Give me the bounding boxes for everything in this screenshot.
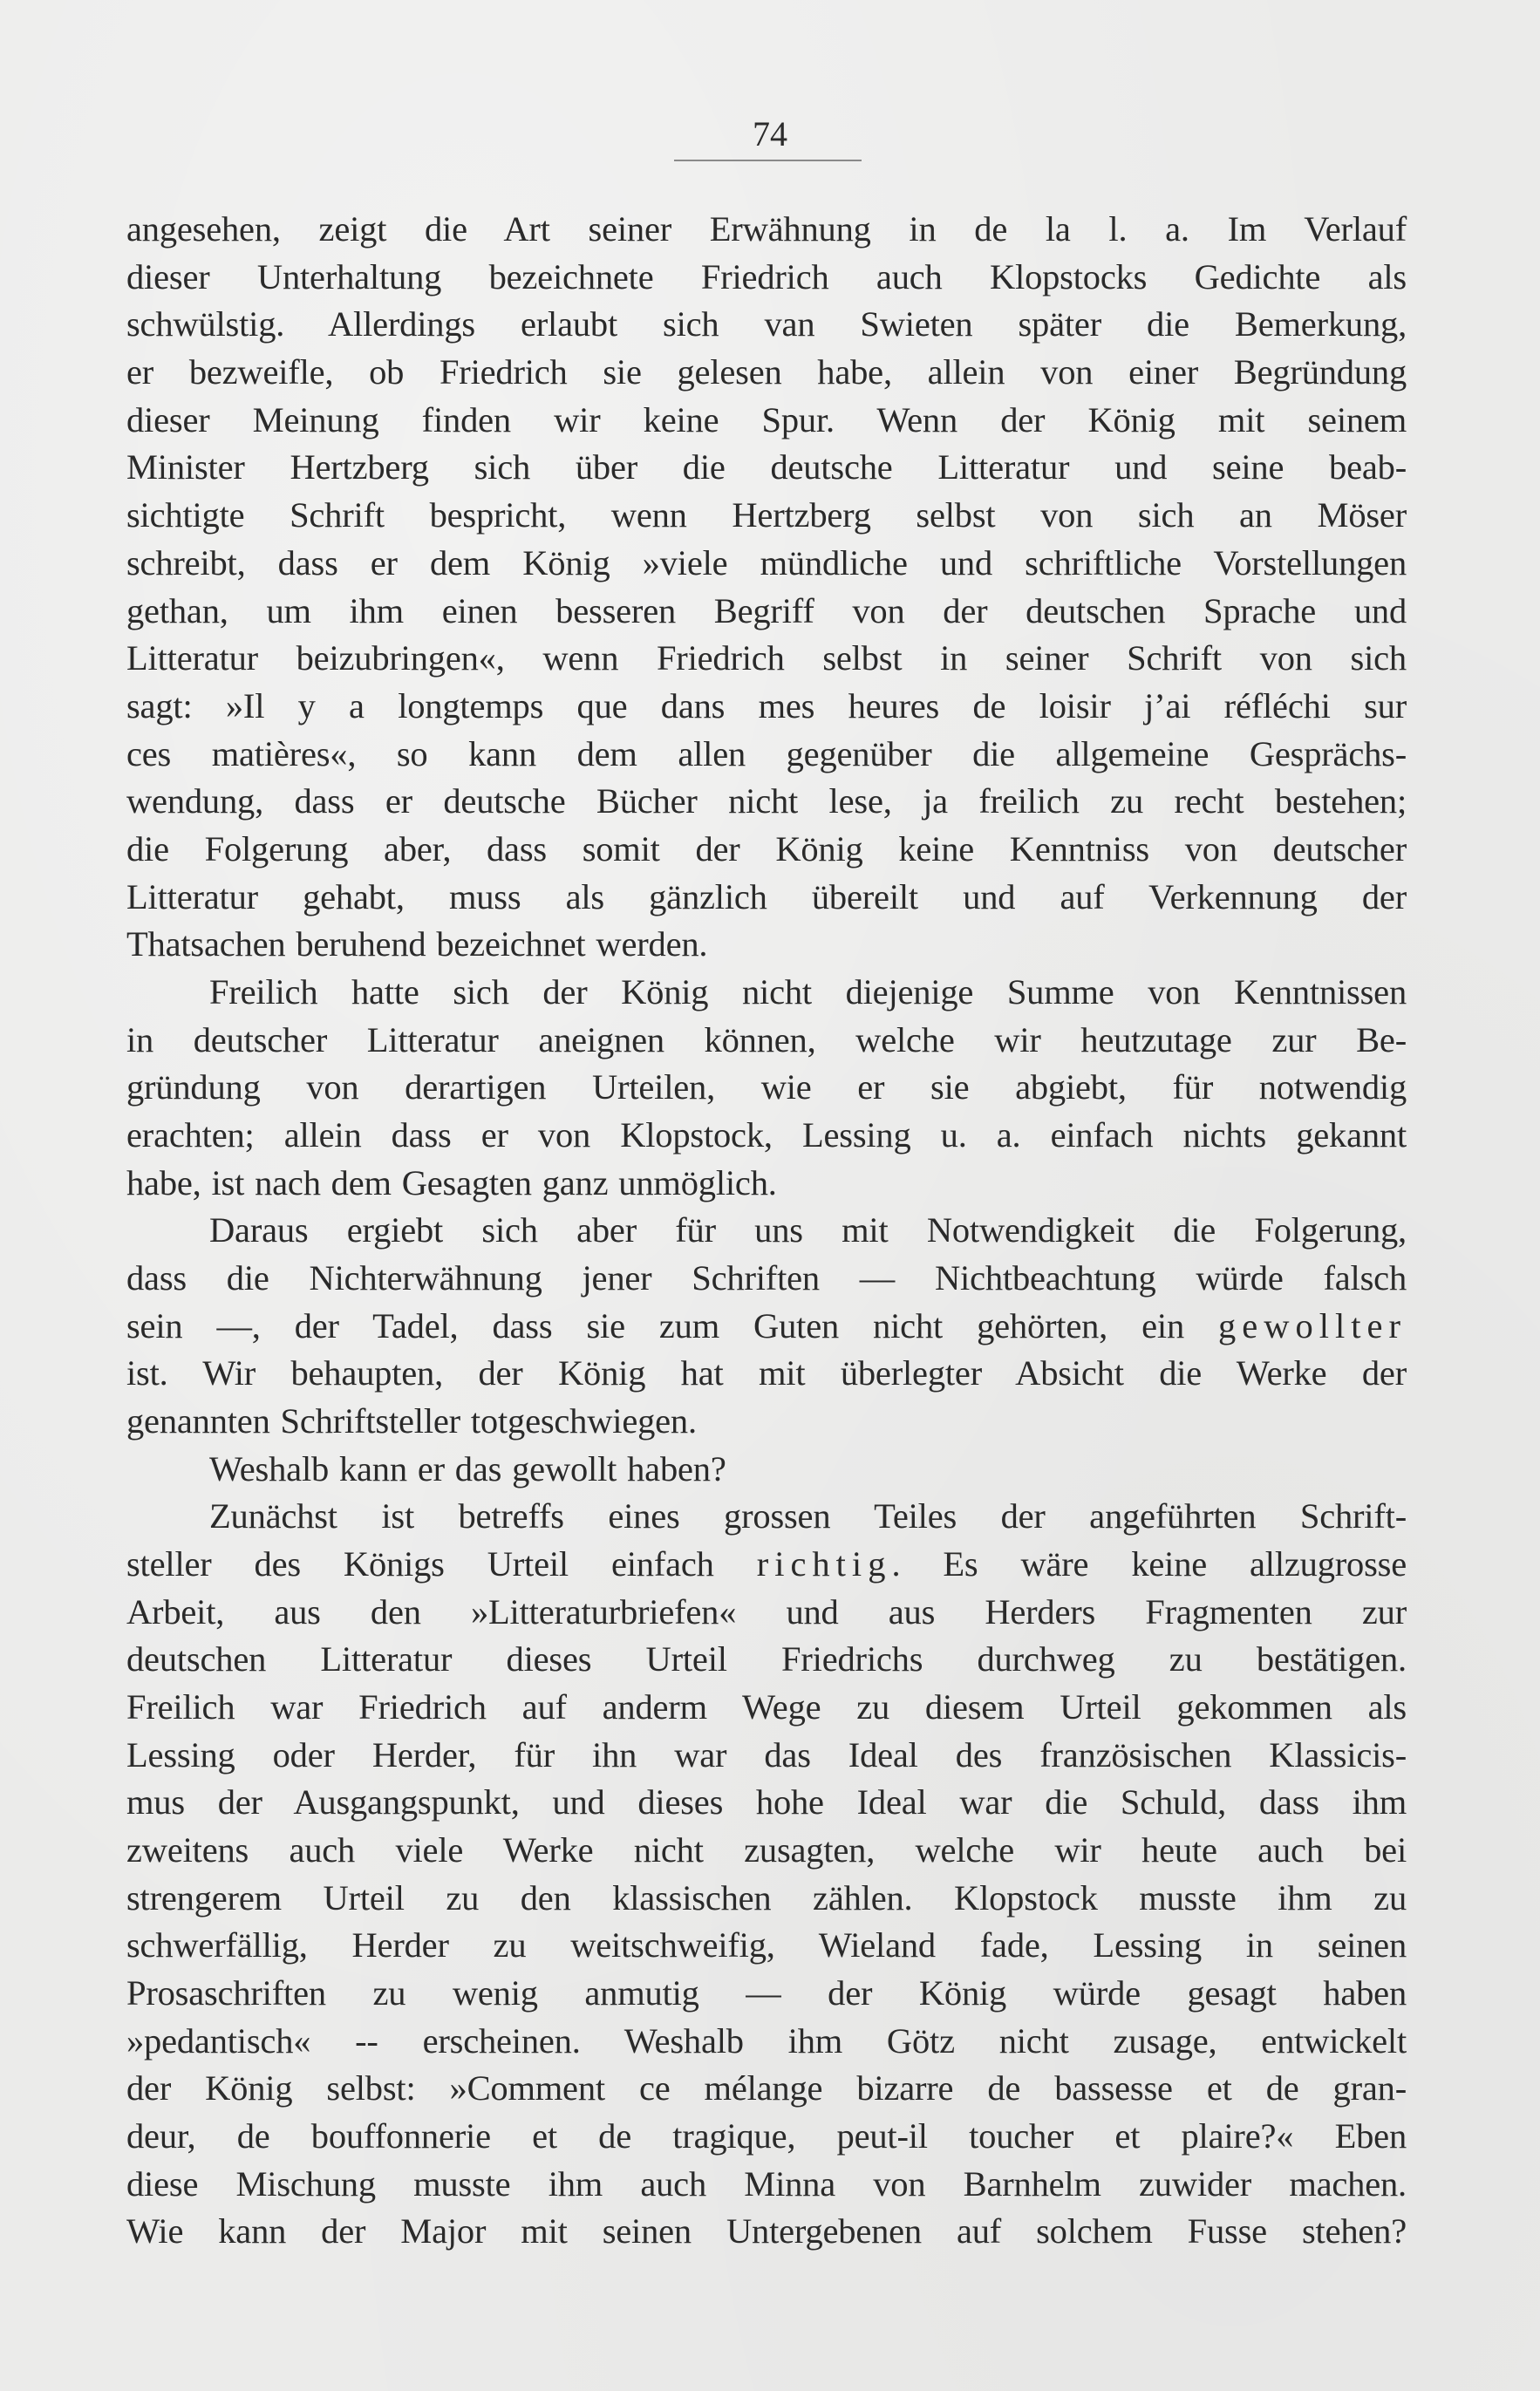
text-line: Litteratur beizubringen«, wenn Friedrich selbst in seiner Schrift von sich [126, 638, 1407, 678]
text-line: gethan, um ihm einen besseren Begriff von der deutschen Sprache und [126, 591, 1407, 630]
emphasis-spaced: richtig [756, 1544, 892, 1584]
text-line-with-emphasis: sein —, der Tadel, dass sie zum Guten nicht gehörten, ein gewollter [126, 1306, 1407, 1345]
text-line: ist. Wir behaupten, der König hat mit überlegter Absicht die Werke der [126, 1353, 1407, 1393]
text-line: Wie kann der Major mit seinen Untergebenen auf solchem Fusse stehen? [126, 2211, 1407, 2251]
text-line-paragraph-end: Thatsachen beruhend bezeichnet werden. [126, 924, 708, 964]
text-line-question: Weshalb kann er das gewollt haben? [209, 1449, 726, 1488]
text-line: strengerem Urteil zu den klassischen zählen. Klopstock musste ihm zu [126, 1878, 1407, 1918]
text-line: schwerfällig, Herder zu weitschweifig, Wieland fade, Lessing in seinen [126, 1925, 1407, 1965]
page-number: 74 [753, 114, 787, 153]
text-line: schreibt, dass er dem König »viele mündliche und schriftliche Vorstellungen [126, 543, 1407, 582]
text-line: Arbeit, aus den »Litteraturbriefen« und aus Herders Fragmenten zur [126, 1592, 1407, 1631]
text-line: Minister Hertzberg sich über die deutsche Litteratur und seine beab- [126, 447, 1407, 487]
text-line: Lessing oder Herder, für ihn war das Ideal des französischen Klassicis- [126, 1735, 1407, 1775]
text-line-paragraph-start: Freilich hatte sich der König nicht diejenige Summe von Kenntnissen [209, 972, 1407, 1012]
text-line: diese Mischung musste ihm auch Minna von Barnhelm zuwider machen. [126, 2164, 1407, 2204]
text-line-paragraph-end: genannten Schriftsteller totgeschwiegen. [126, 1401, 697, 1441]
text-line-paragraph-start: Zunächst ist betreffs eines grossen Teiles der angeführten Schrift- [209, 1496, 1407, 1536]
text-line: sichtigte Schrift bespricht, wenn Hertzberg selbst von sich an Möser [126, 495, 1407, 535]
text-line: er bezweifle, ob Friedrich sie gelesen habe, allein von einer Begründung [126, 352, 1407, 392]
text-line: deur, de bouffonnerie et de tragique, peut-il toucher et plaire?« Eben [126, 2116, 1407, 2156]
text-line-with-emphasis: steller des Königs Urteil einfach richtig. Es wäre keine allzugrosse [126, 1544, 1407, 1584]
text-line: Litteratur gehabt, muss als gänzlich übereilt und auf Verkennung der [126, 877, 1407, 916]
text-line: schwülstig. Allerdings erlaubt sich van Swieten später die Bemerkung, [126, 304, 1407, 344]
text-line: der König selbst: »Comment ce mélange bizarre de bassesse et de gran- [126, 2068, 1407, 2108]
text-line: dass die Nichterwähnung jener Schriften — Nichtbeachtung würde falsch [126, 1258, 1407, 1298]
text-line-paragraph-start: Daraus ergiebt sich aber für uns mit Notwendigkeit die Folgerung, [209, 1210, 1407, 1250]
text-line: dieser Meinung finden wir keine Spur. Wenn der König mit seinem [126, 400, 1407, 439]
text-line: ces matières«, so kann dem allen gegenüber die allgemeine Gesprächs- [126, 734, 1407, 773]
text-line: deutschen Litteratur dieses Urteil Friedrichs durchweg zu bestätigen. [126, 1639, 1407, 1679]
emphasis-spaced: gewollter [1218, 1306, 1407, 1345]
text-line-paragraph-end: habe, ist nach dem Gesagten ganz unmöglich. [126, 1163, 777, 1202]
text-line: dieser Unterhaltung bezeichnete Friedrich auch Klopstocks Gedichte als [126, 257, 1407, 296]
text-line: zweitens auch viele Werke nicht zusagten, welche wir heute auch bei [126, 1830, 1407, 1870]
header-rule [674, 160, 862, 161]
text-line: in deutscher Litteratur aneignen können, welche wir heutzutage zur Be- [126, 1020, 1407, 1059]
text-line: angesehen, zeigt die Art seiner Erwähnung in de la l. a. Im Verlauf [126, 209, 1407, 249]
text-line: wendung, dass er deutsche Bücher nicht lese, ja freilich zu recht bestehen; [126, 781, 1407, 821]
text-line: die Folgerung aber, dass somit der König keine Kenntniss von deutscher [126, 829, 1407, 869]
text-line: sagt: »Il y a longtemps que dans mes heures de loisir j’ai réfléchi sur [126, 686, 1407, 725]
text-line: gründung von derartigen Urteilen, wie er sie abgiebt, für notwendig [126, 1067, 1407, 1107]
text-line: Freilich war Friedrich auf anderm Wege zu diesem Urteil gekommen als [126, 1687, 1407, 1727]
text-line: erachten; allein dass er von Klopstock, Lessing u. a. einfach nichts gekannt [126, 1115, 1407, 1155]
text-line: »pedantisch« -- erscheinen. Weshalb ihm Götz nicht zusage, entwickelt [126, 2021, 1407, 2061]
text-line: mus der Ausgangspunkt, und dieses hohe Ideal war die Schuld, dass ihm [126, 1782, 1407, 1822]
text-line: Prosaschriften zu wenig anmutig — der König würde gesagt haben [126, 1973, 1407, 2013]
